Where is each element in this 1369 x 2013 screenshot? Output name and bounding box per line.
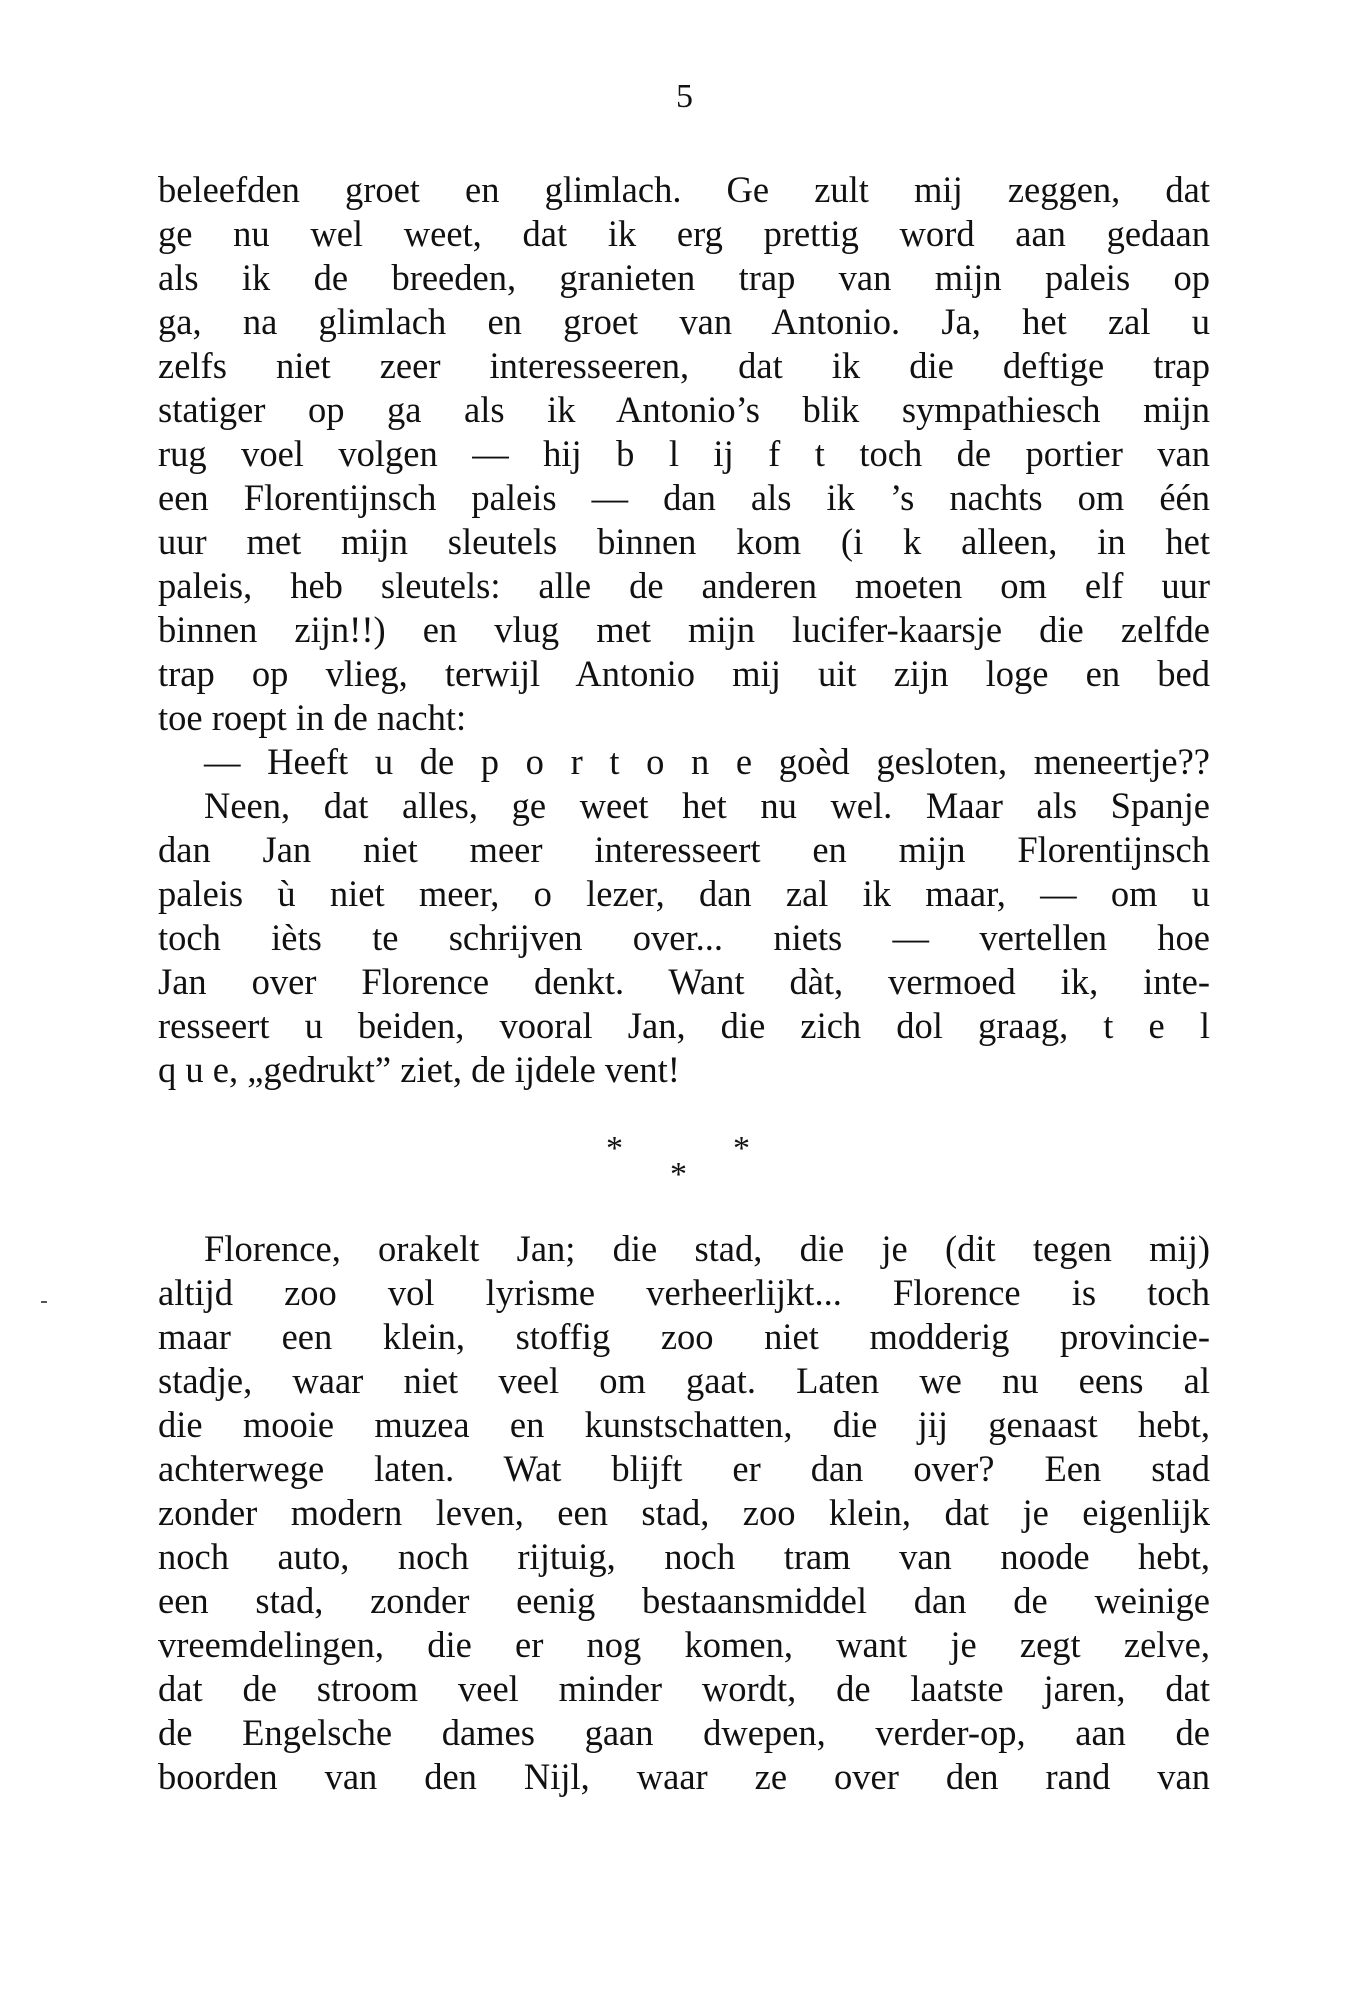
text-line: toch ièts te schrijven over... niets — vertellen hoe [158, 917, 1210, 958]
text-line: dat de stroom veel minder wordt, de laatste jaren, dat [158, 1668, 1210, 1709]
text-line: Florence, orakelt Jan; die stad, die je (dit tegen mij) [204, 1228, 1210, 1269]
section-break-asterisk: * [670, 1156, 687, 1193]
text-line: q u e, „gedrukt” ziet, de ijdele vent! [158, 1049, 680, 1090]
text-line: stadje, waar niet veel om gaat. Laten we nu eens al [158, 1360, 1210, 1401]
text-block-after-break [158, 1227, 1210, 1799]
margin-mark [41, 1301, 47, 1303]
text-line: altijd zoo vol lyrisme verheerlijkt... Florence is toch [158, 1272, 1210, 1313]
text-line: de Engelsche dames gaan dwepen, verder-op, aan de [158, 1712, 1210, 1753]
text-line: een Florentijnsch paleis — dan als ik ’s nachts om één [158, 477, 1210, 518]
text-line: rug voel volgen — hij b l ij f t toch de portier van [158, 433, 1210, 474]
text-line: zonder modern leven, een stad, zoo klein, dat je eigenlijk [158, 1492, 1210, 1533]
text-line: die mooie muzea en kunstschatten, die jij genaast hebt, [158, 1404, 1210, 1445]
text-line: een stad, zonder eenig bestaansmiddel dan de weinige [158, 1580, 1210, 1621]
page-number: 5 [676, 78, 693, 115]
text-line: noch auto, noch rijtuig, noch tram van noode hebt, [158, 1536, 1210, 1577]
text-line: paleis ù niet meer, o lezer, dan zal ik maar, — om u [158, 873, 1210, 914]
text-line: achterwege laten. Wat blijft er dan over? Een stad [158, 1448, 1210, 1489]
text-line: — Heeft u de p o r t o n e goèd gesloten, meneertje?? [204, 741, 1210, 782]
text-line: resseert u beiden, vooral Jan, die zich dol graag, t e l [158, 1005, 1210, 1046]
text-line: Neen, dat alles, ge weet het nu wel. Maar als Spanje [204, 785, 1210, 826]
text-line: binnen zijn!!) en vlug met mijn lucifer-kaarsje die zelfde [158, 609, 1210, 650]
text-line: trap op vlieg, terwijl Antonio mij uit zijn loge en bed [158, 653, 1210, 694]
text-line: Jan over Florence denkt. Want dàt, vermoed ik, inte- [158, 961, 1210, 1002]
text-line: statiger op ga als ik Antonio’s blik sympathiesch mijn [158, 389, 1210, 430]
text-line: als ik de breeden, granieten trap van mijn paleis op [158, 257, 1210, 298]
text-line: dan Jan niet meer interesseert en mijn Florentijnsch [158, 829, 1210, 870]
text-line: boorden van den Nijl, waar ze over den rand van [158, 1756, 1210, 1797]
section-break-asterisk: * [606, 1130, 623, 1167]
text-block-before-break [158, 168, 1210, 1092]
text-line: maar een klein, stoffig zoo niet modderig provincie- [158, 1316, 1210, 1357]
text-line: paleis, heb sleutels: alle de anderen moeten om elf uur [158, 565, 1210, 606]
text-line: beleefden groet en glimlach. Ge zult mij zeggen, dat [158, 169, 1210, 210]
text-line: uur met mijn sleutels binnen kom (i k alleen, in het [158, 521, 1210, 562]
text-line: ge nu wel weet, dat ik erg prettig word aan gedaan [158, 213, 1210, 254]
section-break-asterisk: * [733, 1130, 750, 1167]
text-line: vreemdelingen, die er nog komen, want je zegt zelve, [158, 1624, 1210, 1665]
text-line: toe roept in de nacht: [158, 697, 467, 738]
text-line: zelfs niet zeer interesseeren, dat ik die deftige trap [158, 345, 1210, 386]
text-line: ga, na glimlach en groet van Antonio. Ja, het zal u [158, 301, 1210, 342]
